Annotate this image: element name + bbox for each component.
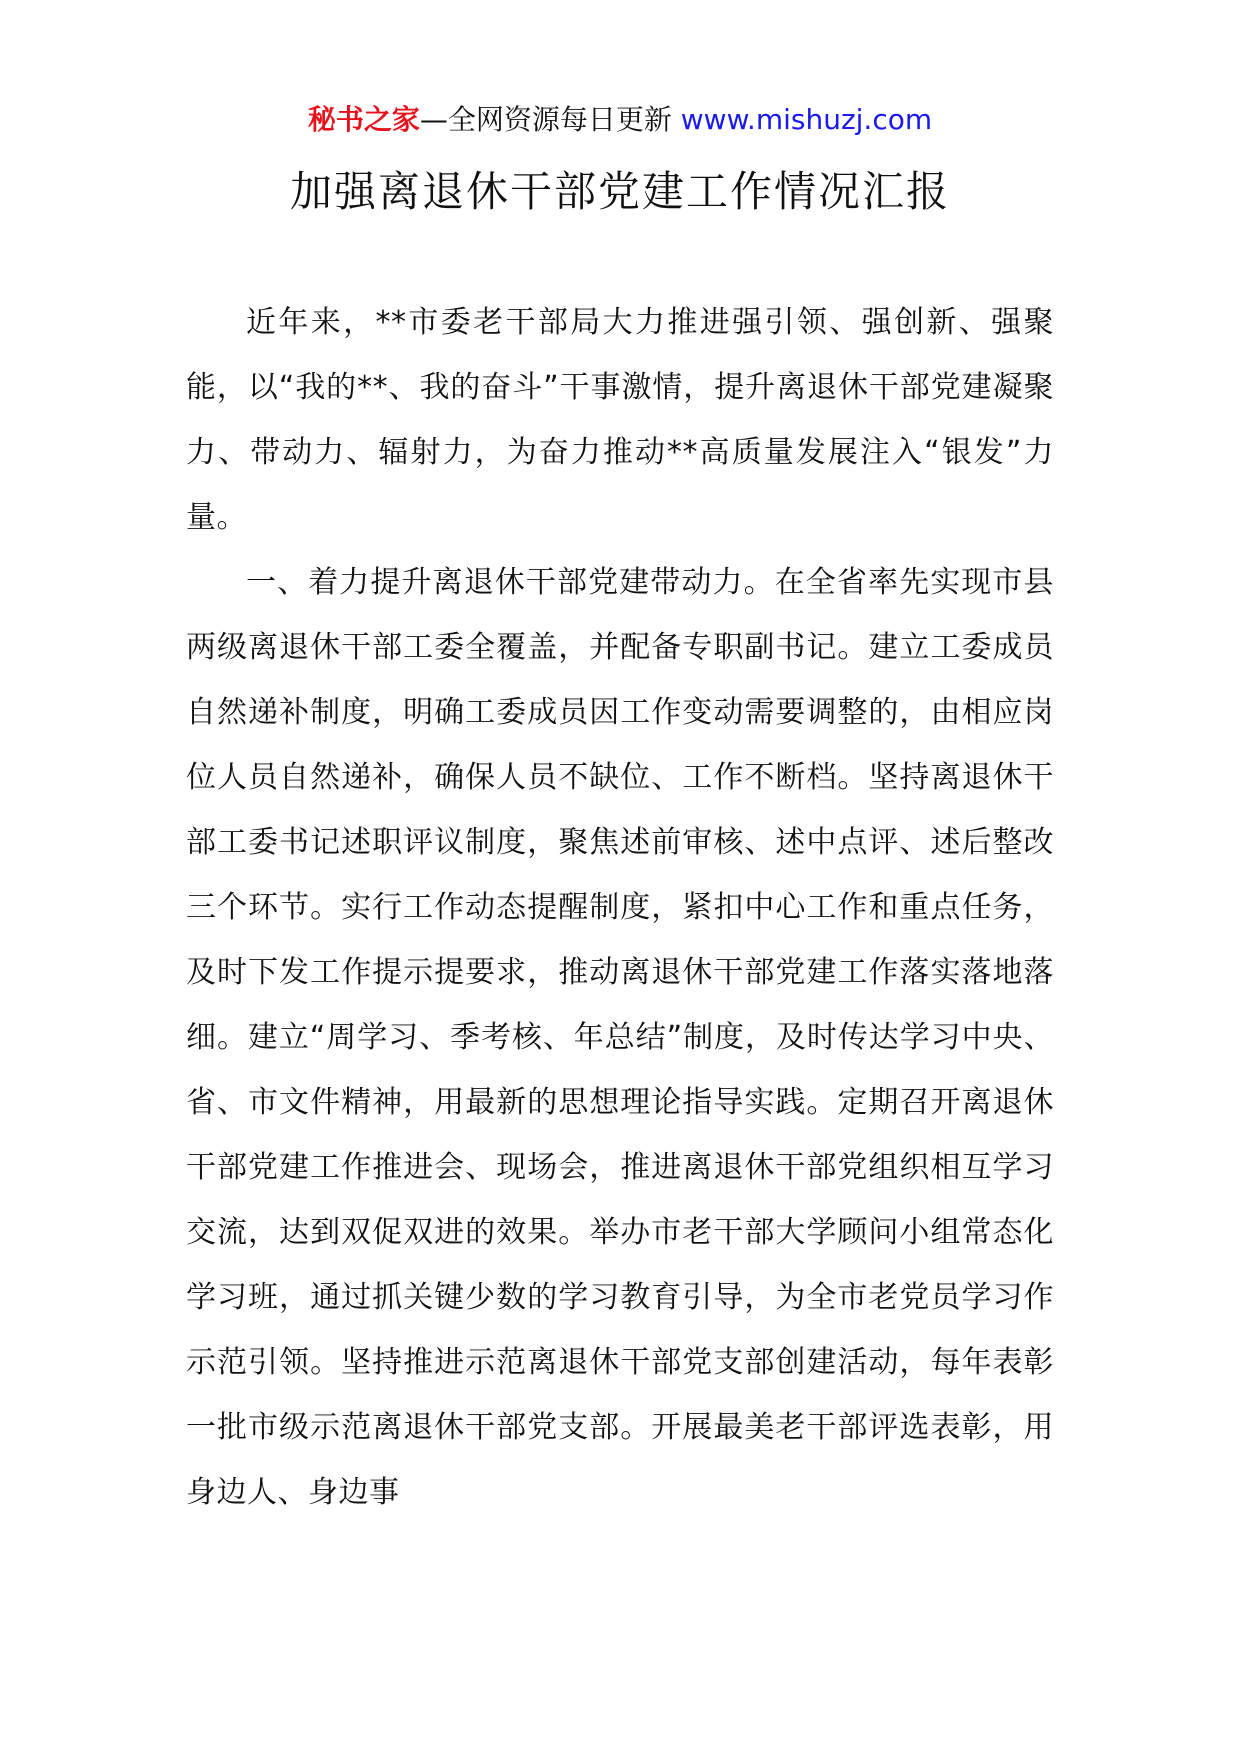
brand-name: 秘书之家 <box>307 103 420 136</box>
site-header <box>0 100 1240 140</box>
paragraph-intro: 近年来，**市委老干部局大力推进强引领、强创新、强聚能，以“我的**、我的奋斗”干事激情，提升离退休干部党建凝聚力、带动力、辐射力，为奋力推动**高质量发展注入“银发”力量。 <box>186 305 1054 535</box>
header-slogan: —全网资源每日更新 <box>419 103 681 136</box>
paragraph-section-one: 一、着力提升离退休干部党建带动力。在全省率先实现市县两级离退休干部工委全覆盖，并配备专职副书记。建立工委成员自然递补制度，明确工委成员因工作变动需要调整的，由相应岗位人员自然递补，确保人员不缺位、工作不断档。坚持离退休干部工委书记述职评议制度，聚焦述前审核、述中点评、述后整改三个环节。实行工作动态提醒制度，紧扣中心工作和重点任务，及时下发工作提示提要求，推动离退休干部党建工作落实落地落细。建立“周学习、季考核、年总结”制度，及时传达学习中央、省、市文件精神，用最新的思想理论指导实践。定期召开离退休干部党建工作推进会、现场会，推进离退休干部党组织相互学习交流，达到双促双进的效果。举办市老干部大学顾问小组常态化学习班，通过抓关键少数的学习教育引导，为全市老党员学习作示范引领。坚持推进示范离退休干部党支部创建活动，每年表彰一批市级示范离退休干部党支部。开展最美老干部评选表彰，用身边人、身边事 <box>186 565 1054 1510</box>
document-body <box>186 290 1054 1525</box>
document-title: 加强离退休干部党建工作情况汇报 <box>289 167 950 216</box>
site-url[interactable]: www.mishuzj.com <box>680 103 933 136</box>
